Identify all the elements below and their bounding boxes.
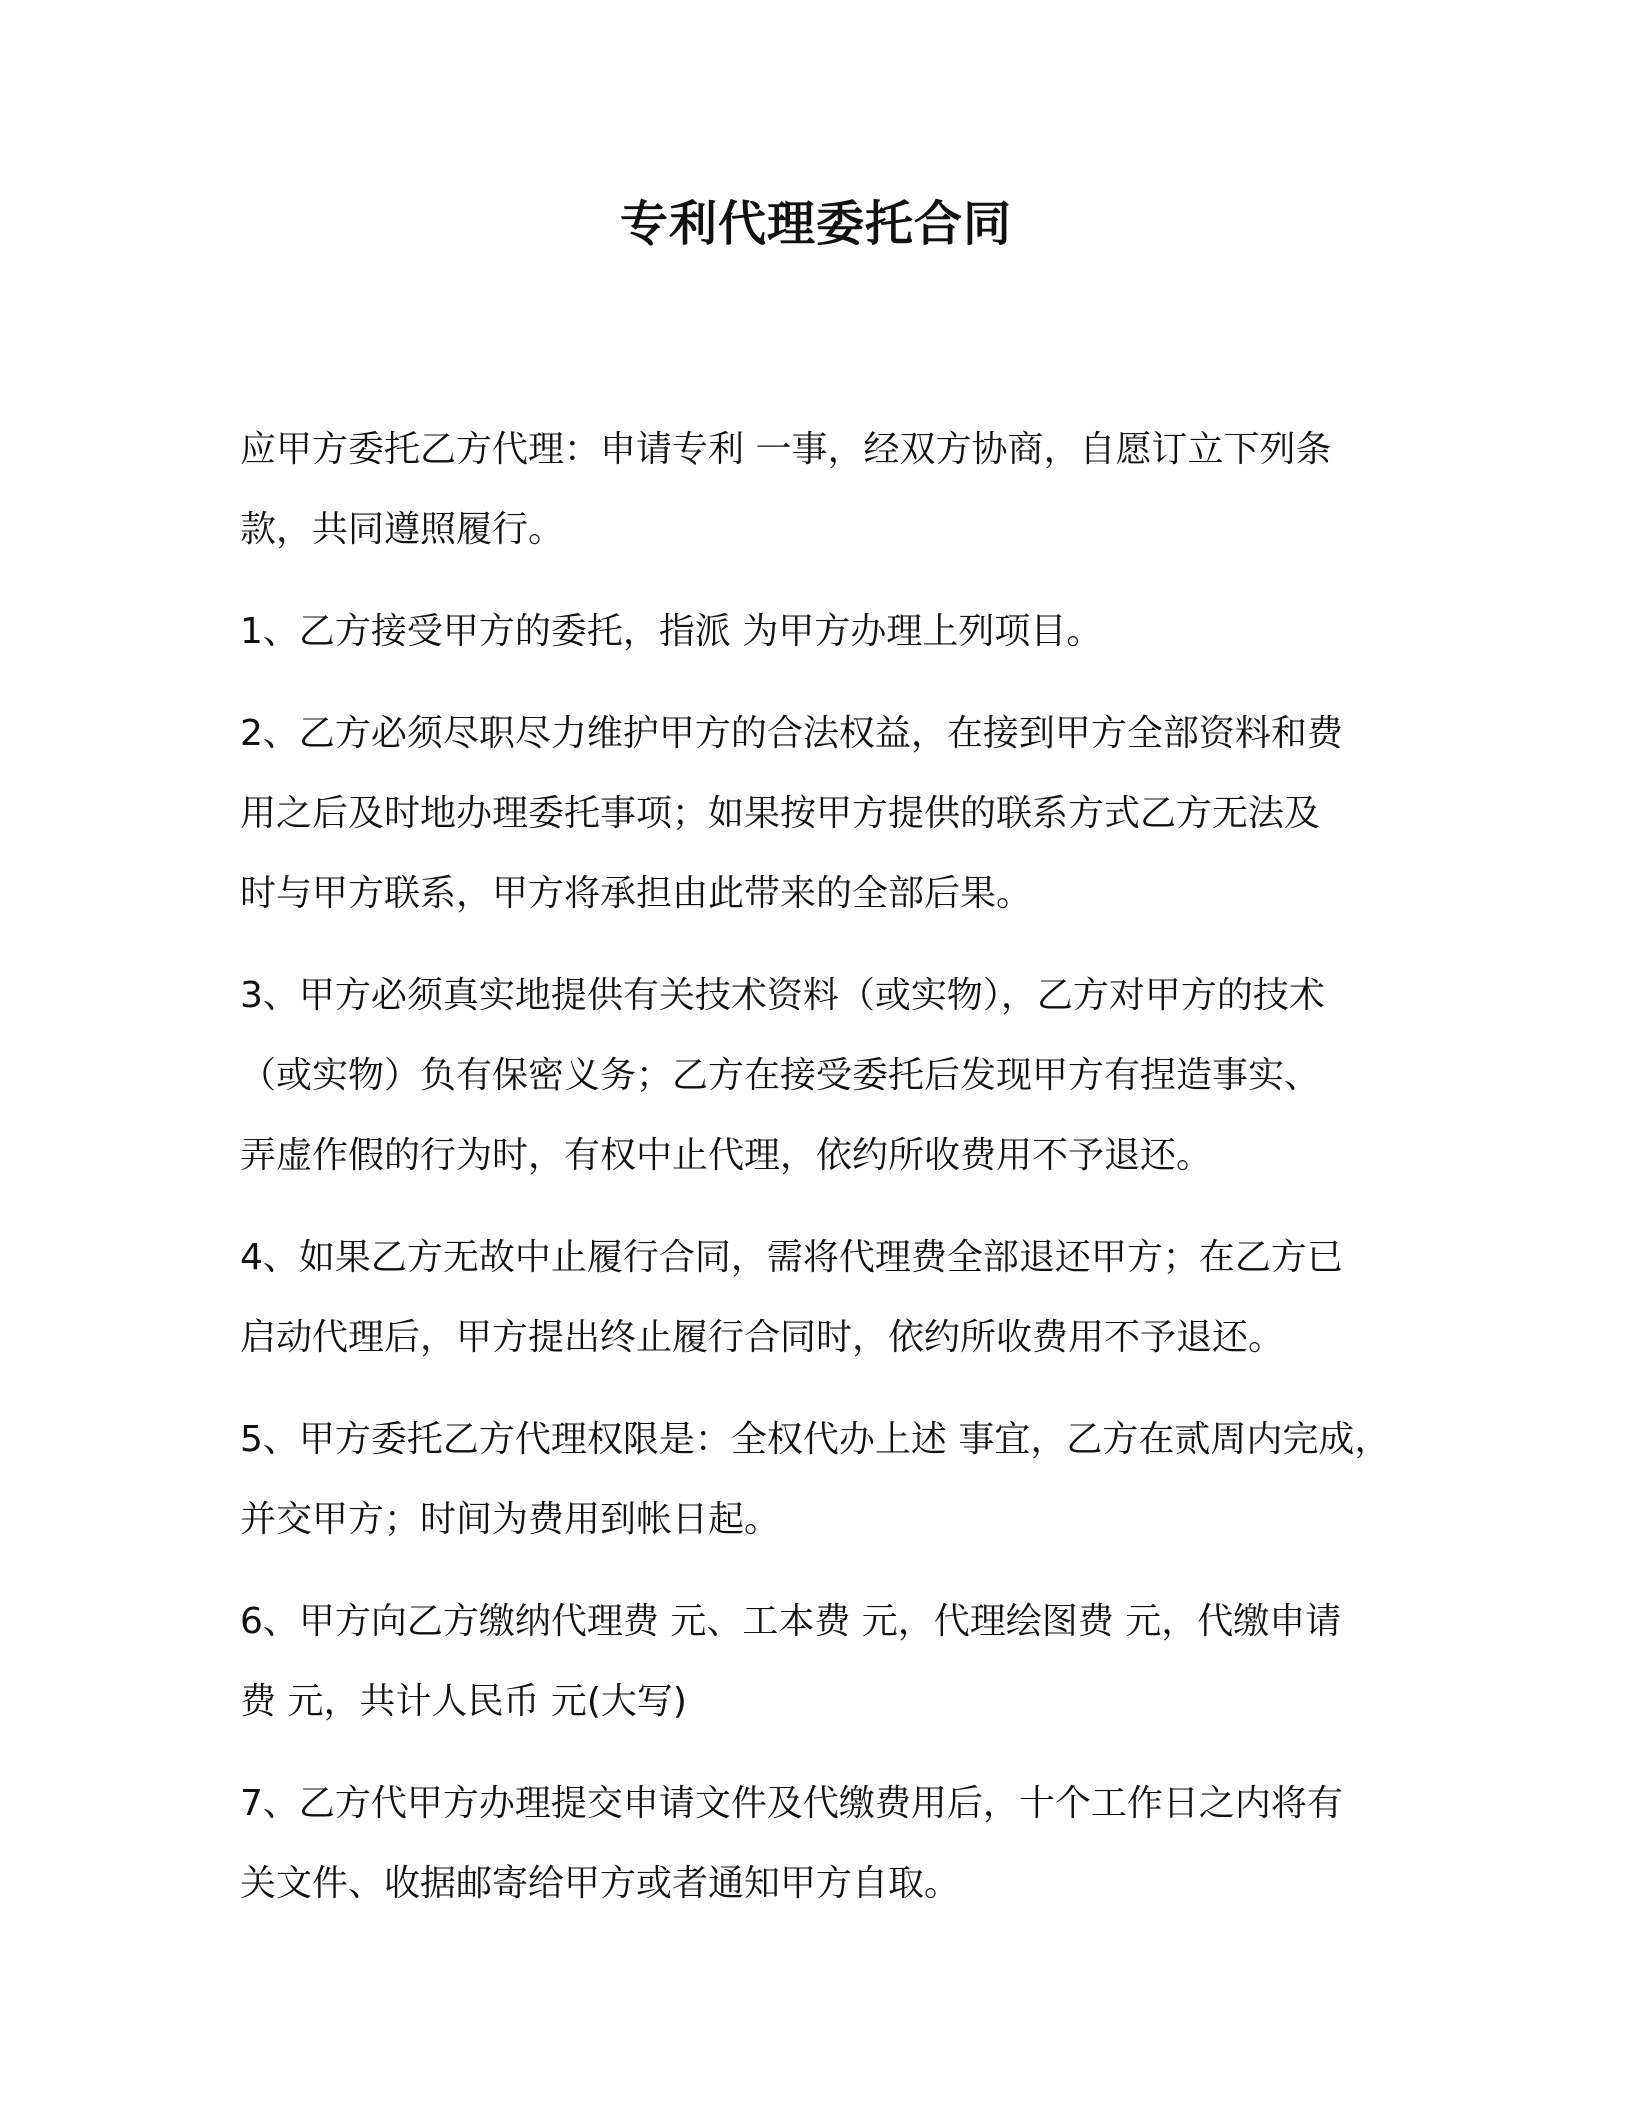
paragraph-line: 款，共同遵照履行。 (240, 509, 565, 550)
paragraph-line: 关文件、收据邮寄给甲方或者通知甲方自取。 (240, 1863, 961, 1904)
paragraph-line: 启动代理后，甲方提出终止履行合同时，依约所收费用不予退还。 (240, 1317, 1285, 1358)
paragraph-line: 6、甲方向乙方缴纳代理费 元、工本费 元，代理绘图费 元，代缴申请 (240, 1601, 1342, 1642)
paragraph-line: 7、乙方代甲方办理提交申请文件及代缴费用后，十个工作日之内将有 (240, 1783, 1343, 1824)
paragraph-line: 并交甲方；时间为费用到帐日起。 (240, 1499, 781, 1540)
paragraph-line: 应甲方委托乙方代理：申请专利 一事，经双方协商，自愿订立下列条 (240, 429, 1332, 470)
clause-2 (240, 694, 1420, 934)
paragraph-line: 2、乙方必须尽职尽力维护甲方的合法权益，在接到甲方全部资料和费 (240, 713, 1343, 754)
clause-3 (240, 956, 1420, 1196)
paragraph-line: （或实物）负有保密义务；乙方在接受委托后发现甲方有捏造事实、 (240, 1055, 1321, 1096)
document-title: 专利代理委托合同 (619, 196, 1012, 252)
paragraph-line: 用之后及时地办理委托事项；如果按甲方提供的联系方式乙方无法及 (240, 793, 1321, 834)
paragraph-line: 费 元，共计人民币 元(大写) (240, 1681, 687, 1722)
paragraph-line: 5、甲方委托乙方代理权限是：全权代办上述 事宜，乙方在贰周内完成， (240, 1419, 1391, 1460)
paragraph-line: 1、乙方接受甲方的委托，指派 为甲方办理上列项目。 (240, 611, 1103, 652)
clause-7 (240, 1764, 1420, 1924)
paragraph-intro (240, 410, 1420, 570)
paragraph-line: 时与甲方联系，甲方将承担由此带来的全部后果。 (240, 873, 1033, 914)
clause-6 (240, 1582, 1420, 1742)
clause-1 (240, 592, 1420, 672)
clause-5 (240, 1400, 1420, 1560)
document-body (240, 410, 1420, 1946)
clause-4 (240, 1218, 1420, 1378)
paragraph-line: 3、甲方必须真实地提供有关技术资料（或实物），乙方对甲方的技术 (240, 975, 1325, 1016)
paragraph-line: 弄虚作假的行为时，有权中止代理，依约所收费用不予退还。 (240, 1135, 1213, 1176)
paragraph-line: 4、如果乙方无故中止履行合同，需将代理费全部退还甲方；在乙方已 (240, 1237, 1343, 1278)
